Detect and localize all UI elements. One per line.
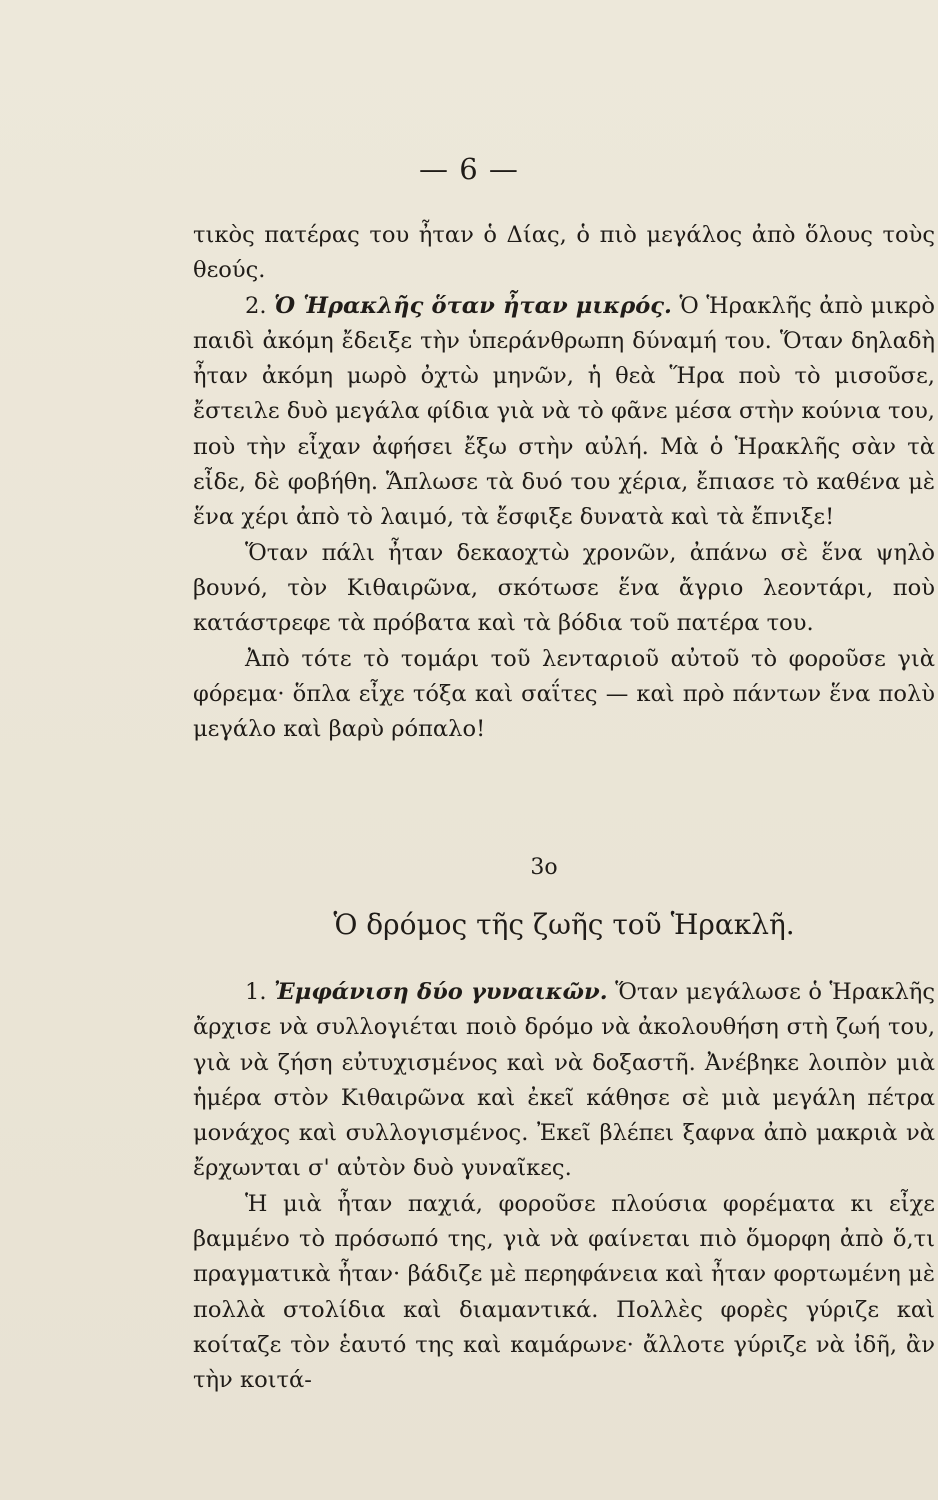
subsection-number: 1. <box>245 979 267 1005</box>
subsection-number: 2. <box>245 292 267 319</box>
paragraph-two-women <box>193 975 935 1187</box>
paragraph-continuation: τικὸς πατέρας του ἦταν ὁ Δίας, ὁ πιὸ μεγάλος ἀπὸ ὅλους τοὺς θεούς. <box>193 222 935 284</box>
paragraph-text: Ὁ Ἡρακλῆς ἀπὸ μικρὸ παιδὶ ἀκόμη ἔδειξε τὴν ὑπεράνθρωπη δύναμή του. Ὅταν δηλαδὴ ἦταν ἀκόμη μωρὸ ὀχτὼ μηνῶν, ἡ θεὰ Ἥρα ποὺ τὸ μισοῦσε, ἔστειλε δυὸ μεγάλα φίδια γιὰ νὰ τὸ φᾶνε μέσα στὴν κούνια του, ποὺ τὴν εἶχαν ἀφήσει ἔξω στὴν αὐλή. Μὰ ὁ Ἡρακλῆς σὰν τὰ εἶδε, δὲ φοβήθη. Ἅπλωσε τὰ δυό του χέρια, ἔπιασε τὸ καθένα μὲ ἕνα χέρι ἀπὸ τὸ λαιμό, τὰ ἔσφιξε δυνατὰ καὶ τὰ ἔπνιξε! <box>193 292 935 531</box>
page-number: — 6 — <box>419 152 519 186</box>
paragraph-text: Ὅταν μεγάλωσε ὁ Ἡρακλῆς ἄρχισε νὰ συλλογιέται ποιὸ δρόμο νὰ ἀκολουθήση στὴ ζωή του, γιὰ νὰ ζήση εὐτυχισμένος καὶ νὰ δοξαστῆ. Ἀνέβηκε λοιπὸν μιὰ ἡμέρα στὸν Κιθαιρῶνα καὶ ἐκεῖ κάθησε σὲ μιὰ μεγάλη πέτρα μονάχος καὶ συλλογισμένος. Ἐκεῖ βλέπει ξαφνα ἀπὸ μακριὰ νὰ ἔρχωνται σ' αὐτὸν δυὸ γυναῖκες. <box>193 979 935 1182</box>
section-number: 3ο <box>530 855 558 880</box>
subsection-heading: Ὁ Ἡρακλῆς ὅταν ἦταν μικρός. <box>274 292 672 319</box>
paragraph-first-woman: Ἡ μιὰ ἦταν παχιά, φοροῦσε πλούσια φορέματα κι εἶχε βαμμένο τὸ πρόσωπό της, γιὰ νὰ φαίνεται πιὸ ὅμορφη ἀπὸ ὅ,τι πραγματικὰ ἦταν· βάδιζε μὲ περηφάνεια καὶ ἦταν φορτωμένη μὲ πολλὰ στολίδια καὶ διαμαντικά. Πολλὲς φορὲς γύριζε καὶ κοίταζε τὸν ἑαυτό της καὶ καμάρωνε· ἄλλοτε γύριζε νὰ ἰδῆ, ἂν τὴν κοιτά- <box>193 1190 935 1394</box>
paragraph-childhood <box>193 289 935 536</box>
section-title: Ὁ δρόμος τῆς ζωῆς τοῦ Ἡρακλῆ. <box>333 908 795 941</box>
text-block-upper <box>193 218 935 747</box>
paragraph-lion: Ὅταν πάλι ἦταν δεκαοχτὼ χρονῶν, ἀπάνω σὲ ἕνα ψηλὸ βουνό, τὸν Κιθαιρῶνα, σκότωσε ἕνα ἄγριο λεοντάρι, ποὺ κατάστρεφε τὰ πρόβατα καὶ τὰ βόδια τοῦ πατέρα του. <box>193 539 935 637</box>
subsection-heading: Ἐμφάνιση δύο γυναικῶν. <box>274 979 608 1005</box>
paragraph-club: Ἀπὸ τότε τὸ τομάρι τοῦ λενταριοῦ αὐτοῦ τὸ φοροῦσε γιὰ φόρεμα· ὅπλα εἶχε τόξα καὶ σαΐτες — καὶ πρὸ πάντων ἕνα πολὺ μεγάλο καὶ βαρὺ ρόπαλο! <box>193 645 935 743</box>
text-block-lower <box>193 975 935 1399</box>
